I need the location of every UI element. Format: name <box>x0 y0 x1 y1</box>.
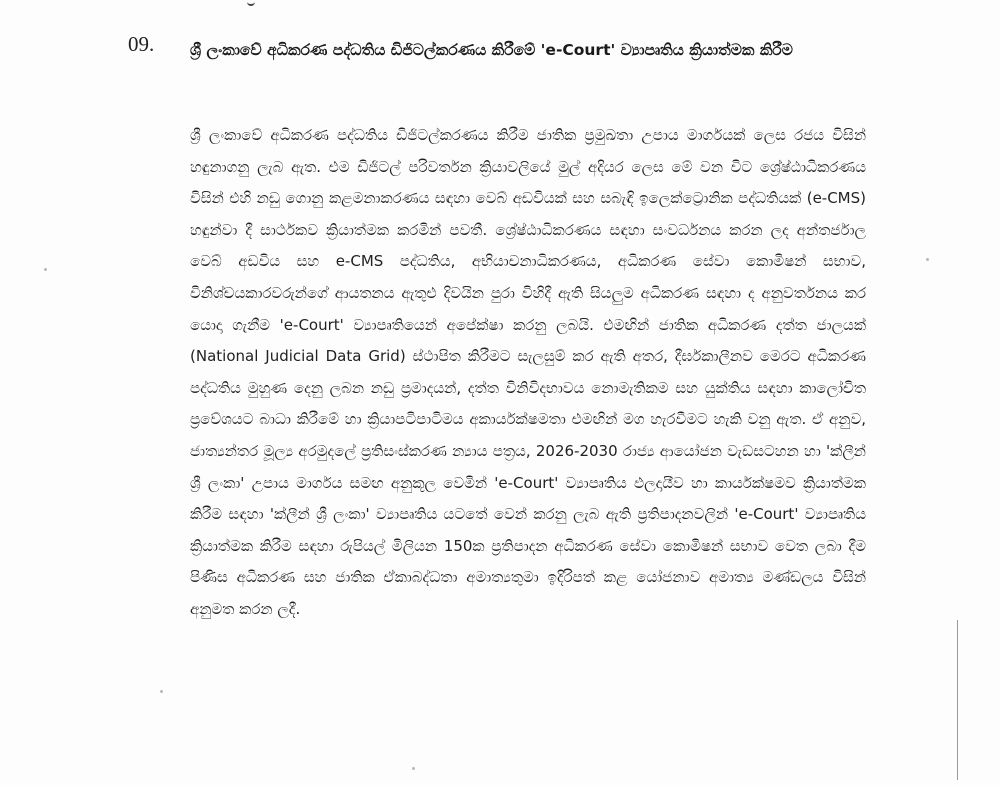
scan-speck <box>44 268 47 271</box>
scan-speck <box>926 258 929 261</box>
scan-speck <box>412 767 415 770</box>
item-heading: ශ්‍රී ලංකාවේ අධිකරණ පද්ධතිය ඩිජිටල්කරණය කිරීමේ 'e-Court' ව්‍යාපෘතිය ක්‍රියාත්මක කිරීම <box>190 41 793 59</box>
scan-speck <box>160 690 163 693</box>
top-edge-mark <box>247 0 255 6</box>
item-number: 09. <box>128 32 155 56</box>
scan-margin-line <box>957 620 958 780</box>
item-body-paragraph: ශ්‍රී ලංකාවේ අධිකරණ පද්ධතිය ඩිජිටල්කරණය කිරීම ජාතික ප්‍රමුඛතා උපාය මාර්ගයක් ලෙස රජය විසින් හඳුනාගනු ලැබ ඇත. එම ඩිජිටල් පරිවර්තන ක්‍රියාවලියේ මුල් අදියර ලෙස මේ වන විට ශ්‍රේෂ්ඨාධිකරණය විසින් එහි නඩු ගොනු කළමනාකරණය සඳහා වෙබ් අඩවියක් සහ සබැඳි ඉලෙක්ට්‍රොනික පද්ධතියක් (e-CMS) හඳුන්වා දී සාර්ථකව ක්‍රියාත්මක කරමින් පවතී. ශ්‍රේෂ්ඨාධිකරණය සඳහා සංවර්ධනය කරන ලද අන්තර්ජාල වෙබ් අඩවිය සහ e-CMS පද්ධතිය, අභියාචනාධිකරණය, අධිකරණ සේවා කොමිෂන් සභාව, විනිශ්චයකාරවරුන්ගේ ආයතනය ඇතුළු දිවයින පුරා විහිදී ඇති සියලුම අධිකරණ සඳහා ද අනුවර්තනය කර යොදා ගැනීම 'e-Court' ව්‍යාපෘතියෙන් අපේක්ෂා කරනු ලබයි. එමඟින් ජාතික අධිකරණ දත්ත ජාලයක් (National Judicial Data Grid) ස්ථාපිත කිරීමට සැලසුම් කර ඇති අතර, දීර්ඝකාලීනව මෙරට අධිකරණ පද්ධතිය මුහුණ දෙනු ලබන නඩු ප්‍රමාදයන්, දත්ත විනිවිදභාවය නොමැතිකම සහ යුක්තිය සඳහා කාලෝචිත ප්‍රවේශයට බාධා කිරීමේ හා ක්‍රියාපටිපාටිමය අකාර්යක්ෂමතා එමඟින් මග හැරවීමට හැකි වනු ඇත. ඒ අනුව, ජාත්‍යන්තර මූල්‍ය අරමුදලේ ප්‍රතිසංස්කරණ න්‍යාය පත්‍රය, 2026-2030 රාජ්‍ය ආයෝජන වැඩසටහන හා 'ක්ලීන් ශ්‍රී ලංකා' උපාය මාර්ගය සමඟ අනුකූල වෙමින් 'e-Court' ව්‍යාපෘතිය ඵලදායීව හා කාර්යක්ෂමව ක්‍රියාත්මක කිරීම සඳහා 'ක්ලීන් ශ්‍රී ලංකා' ව්‍යාපෘතිය යටතේ වෙන් කරනු ලැබ ඇති ප්‍රතිපාදනවලින් 'e-Court' ව්‍යාපෘතිය ක්‍රියාත්මක කිරීම සඳහා රුපියල් මිලියන 150ක ප්‍රතිපාදන අධිකරණ සේවා කොමිෂන් සභාව වෙත ලබා දීම පිණිස අධිකරණ සහ ජාතික ඒකාබද්ධතා අමාත්‍යතුමා ඉදිරිපත් කළ යෝජනාව අමාත්‍ය මණ්ඩලය විසින් අනුමත කරන ලදී. <box>190 126 866 618</box>
